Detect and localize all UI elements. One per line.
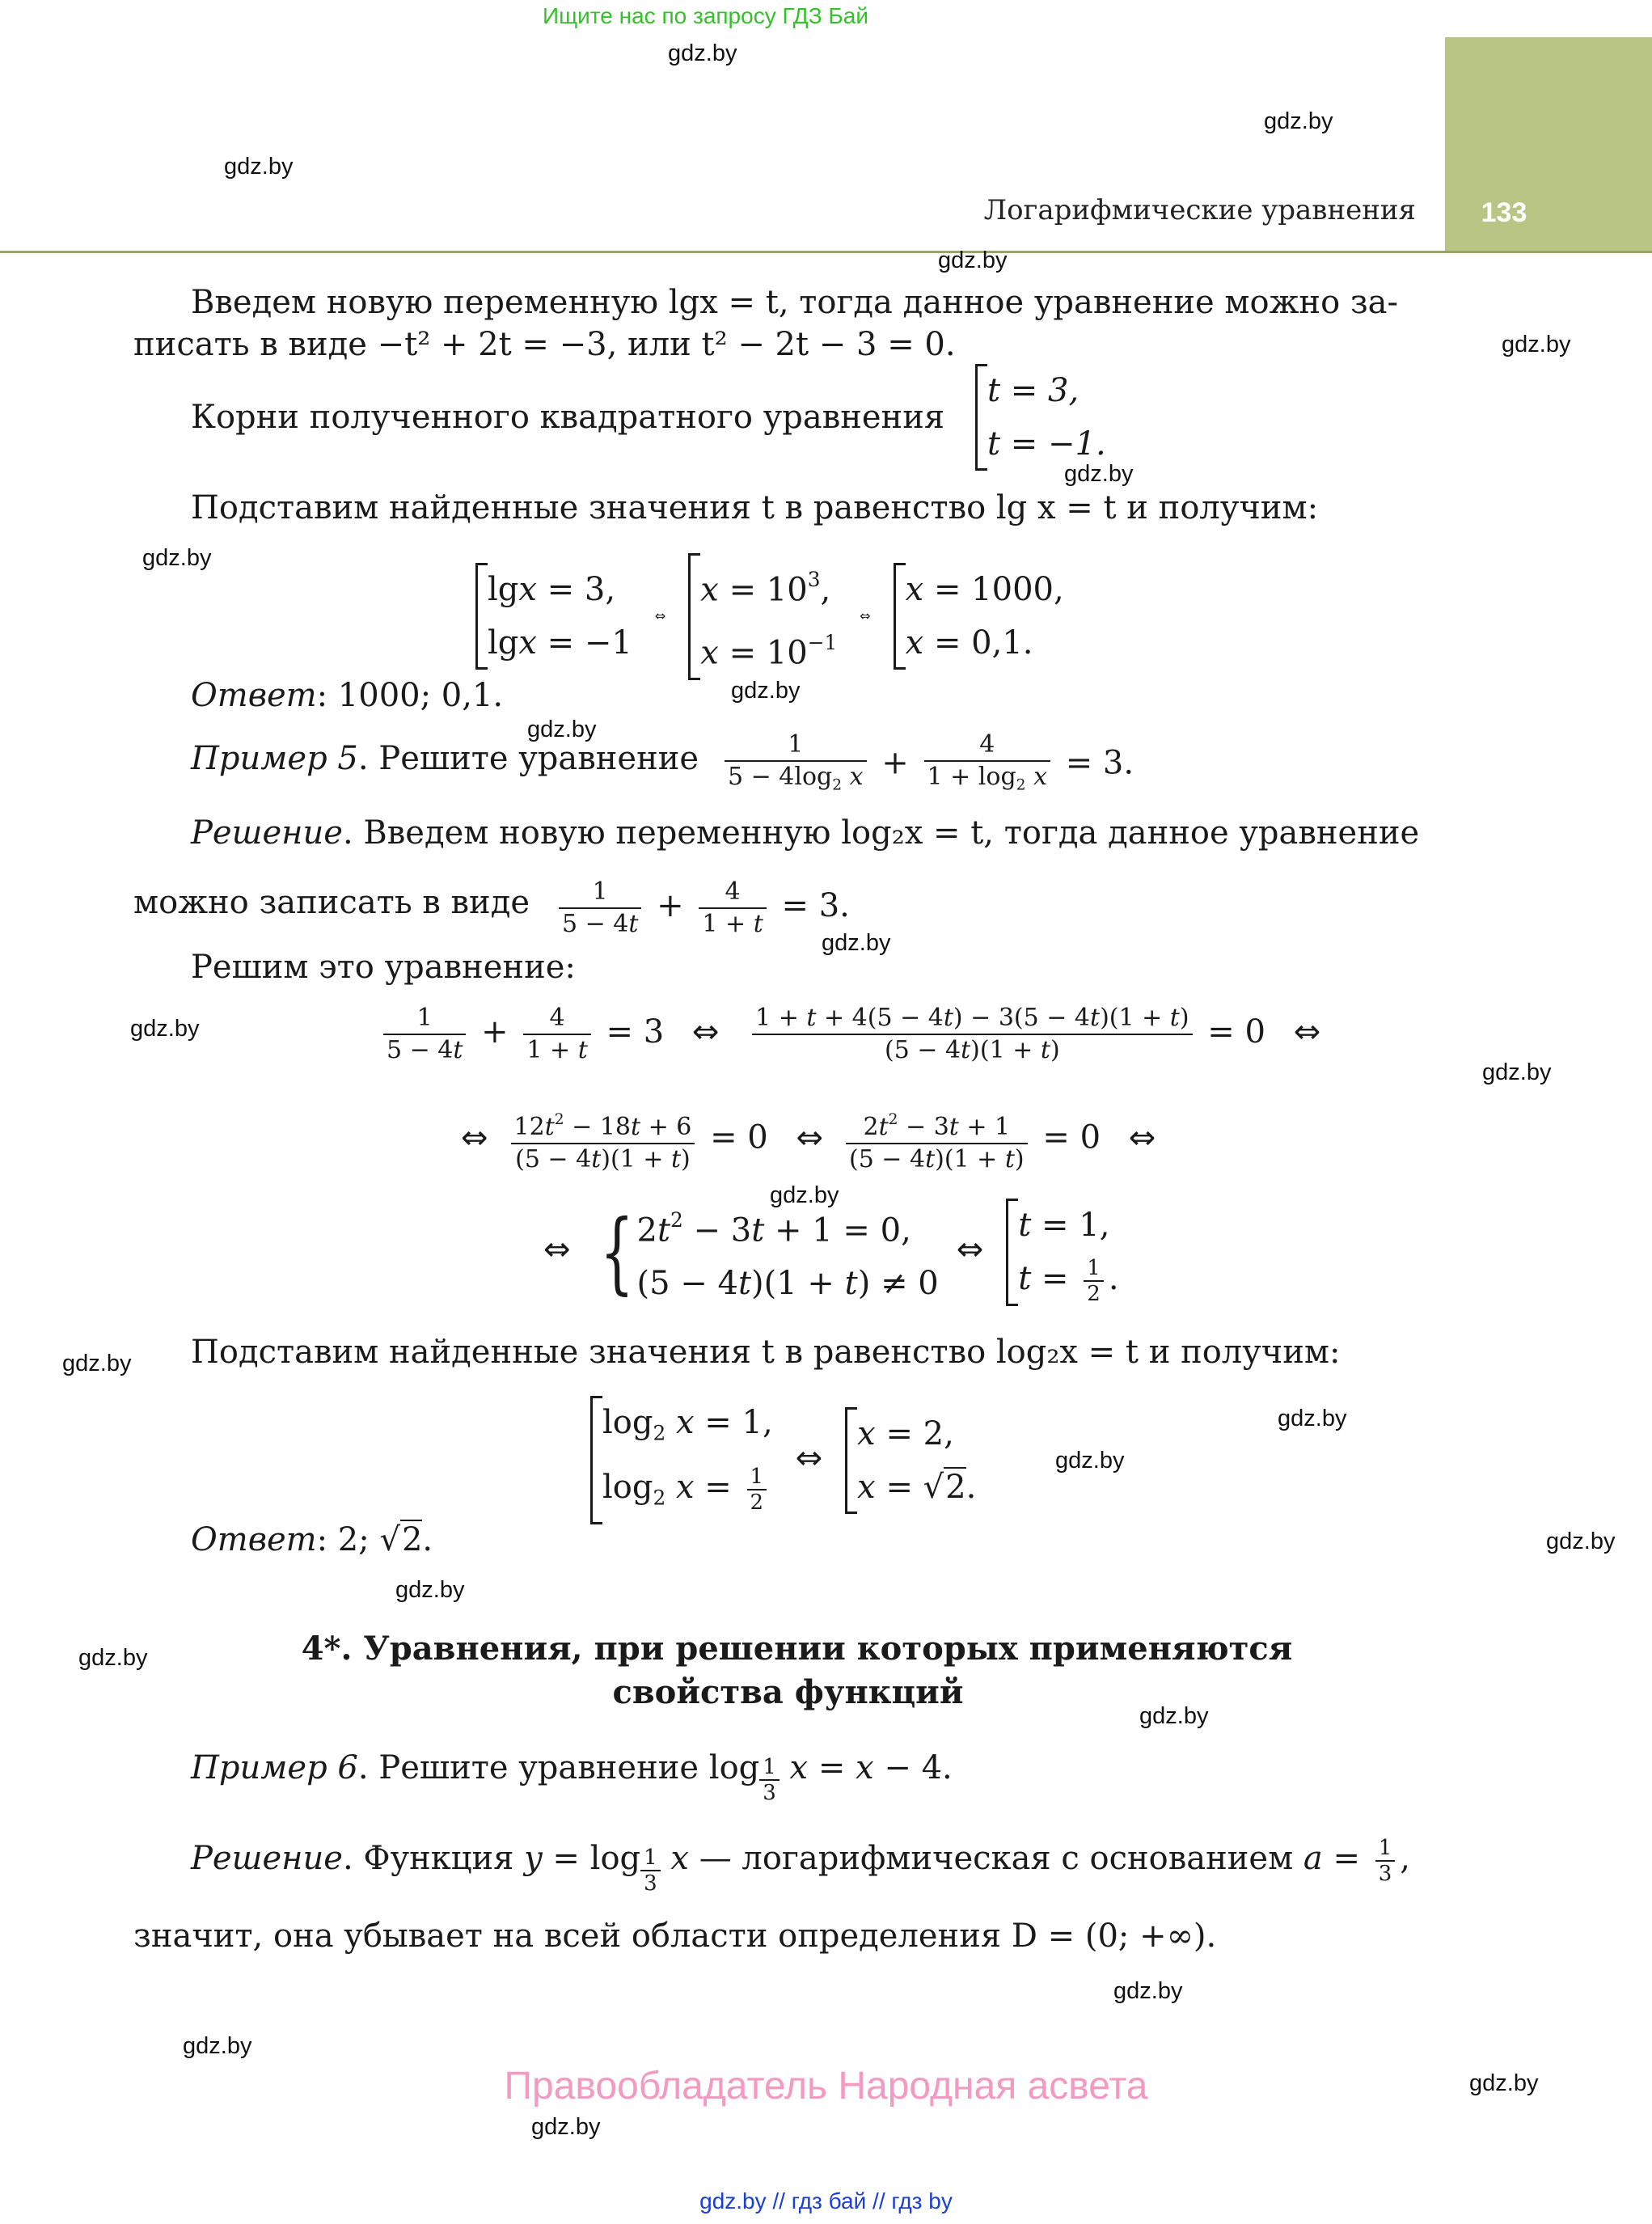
section-heading: свойства функций — [612, 1673, 964, 1711]
watermark: gdz.by — [1469, 2070, 1539, 2096]
roots-system: t = 3, t = −1. — [970, 364, 1111, 471]
solution-text: — логарифмическая с основанием — [699, 1840, 1294, 1877]
solution-label: Решение — [191, 814, 343, 852]
solution-line: значит, она убывает на всей области определения D = (0; +∞). — [133, 1917, 1217, 1955]
watermark: gdz.by — [668, 40, 737, 66]
watermark: gdz.by — [1139, 1703, 1209, 1729]
footer-links[interactable]: gdz.by // гдз бай // гдз by — [699, 2188, 953, 2213]
watermark: gdz.by — [130, 1016, 200, 1042]
watermark: gdz.by — [142, 545, 212, 571]
solution-label: Решение — [191, 1840, 343, 1877]
example-label: Пример 5 — [191, 740, 358, 777]
watermark: gdz.by — [938, 247, 1008, 273]
answer-value: : 2; — [316, 1521, 370, 1558]
watermark: gdz.by — [78, 1645, 148, 1671]
copyright-notice: Правообладатель Народная асвета — [504, 2065, 1148, 2108]
section-heading: 4*. Уравнения, при решении которых применяются — [301, 1630, 1293, 1668]
watermark: gdz.by — [531, 2114, 601, 2140]
watermark: gdz.by — [183, 2033, 252, 2059]
top-banner[interactable]: Ищите нас по запросу ГДЗ Бай — [542, 3, 869, 28]
example5-equation: $\frac{1}{5 - 4\log_2 x}$ + $\frac{4}{1 + \log_2 x}$ = 3. — [720, 729, 1134, 801]
watermark: gdz.by — [62, 1351, 132, 1376]
watermark: gdz.by — [1264, 108, 1333, 134]
example-label: Пример 6 — [191, 1749, 358, 1786]
page-number: 133 — [1481, 197, 1527, 228]
paragraph-line: Подставим найденные значения t в равенство lg x = t и получим: — [191, 489, 1319, 526]
watermark: gdz.by — [1546, 1528, 1616, 1554]
header-rule — [0, 251, 1652, 253]
equation-block-2: $\log_2 x = 1$, $\log_2 x$ = $\frac{1}{2}$ ⇔ x = 2, x = √2. — [585, 1396, 981, 1524]
answer-line: Ответ: 2; √2. — [191, 1521, 433, 1558]
watermark: gdz.by — [1502, 332, 1571, 357]
solution-text: . Функция — [342, 1840, 514, 1877]
paragraph-line: Подставим найденные значения t в равенство log₂x = t и получим: — [191, 1334, 1341, 1371]
derivation-line-1: $\frac{1}{5 - 4t}$ + $\frac{4}{1 + t}$ = 3 ⇔ $\frac{1 + t + 4(5 - 4t) - 3(5 - 4t)(1 + t)}{(5 - 4t)(1 + t)}$ = 0 ⇔ — [378, 1003, 1338, 1066]
watermark: gdz.by — [1064, 461, 1134, 487]
answer-label: Ответ — [191, 1521, 317, 1558]
watermark: gdz.by — [395, 1577, 465, 1603]
example-line — [191, 738, 699, 780]
derivation-line-2: ⇔ $\frac{12t^2 - 18t + 6}{(5 - 4t)(1 + t)}$ = 0 ⇔ $\frac{2t^2 - 3t + 1}{(5 - 4t)(1 + t)}$ = 0 ⇔ — [443, 1105, 1173, 1175]
watermark: gdz.by — [224, 154, 294, 180]
example-text: . Решите уравнение — [357, 740, 699, 777]
answer-value: : 1000; 0,1. — [316, 677, 504, 714]
solution-line: можно записать в виде — [133, 884, 530, 921]
answer-label: Ответ — [191, 677, 317, 714]
watermark: gdz.by — [1482, 1059, 1552, 1085]
paragraph-line: писать в виде −t² + 2t = −3, или t² − 2t − 3 = 0. — [133, 326, 956, 363]
watermark: gdz.by — [1278, 1406, 1347, 1431]
solution-line — [191, 812, 1419, 854]
running-head: Логарифмические уравнения — [983, 194, 1416, 226]
watermark: gdz.by — [770, 1182, 839, 1208]
paragraph-line: Введем новую переменную lgx = t, тогда данное уравнение можно за- — [191, 284, 1399, 321]
paragraph-line: Корни полученного квадратного уравнения — [191, 399, 945, 436]
watermark: gdz.by — [1055, 1448, 1125, 1474]
watermark: gdz.by — [731, 678, 801, 704]
solution-line: Решение. Функция y = log $_{\frac{1}{3}}$ x — логарифмическая с основанием a = $\frac{1}{3}$ , — [191, 1836, 1410, 1896]
answer-line — [191, 674, 503, 717]
rewritten-equation: $\frac{1}{5 - 4t}$ + $\frac{4}{1 + t}$ = 3. — [554, 877, 850, 940]
equation-block-1: lgx = 3, lgx = −1 ⇔ $x = 10^3$, $x = 10^{-1}$ ⇔ x = 1000, x = 0,1. — [471, 553, 1069, 680]
watermark: gdz.by — [527, 717, 597, 742]
example-line: Пример 6. Решите уравнение log $_{\frac{1}{3}}$ x = x − 4. — [191, 1749, 953, 1806]
example-text: . Решите уравнение — [357, 1749, 699, 1786]
derivation-line-3: ⇔ { $2t^2 - 3t + 1 = 0$, (5 − 4t)(1 + t) ≠ 0 ⇔ t = 1, t = $\frac{1}{2}$ . — [526, 1194, 1124, 1310]
watermark: gdz.by — [822, 930, 891, 956]
watermark: gdz.by — [1113, 1978, 1183, 2004]
paragraph-line: Решим это уравнение: — [191, 949, 576, 986]
solution-text: . Введем новую переменную log₂x = t, тогда данное уравнение — [342, 814, 1420, 852]
